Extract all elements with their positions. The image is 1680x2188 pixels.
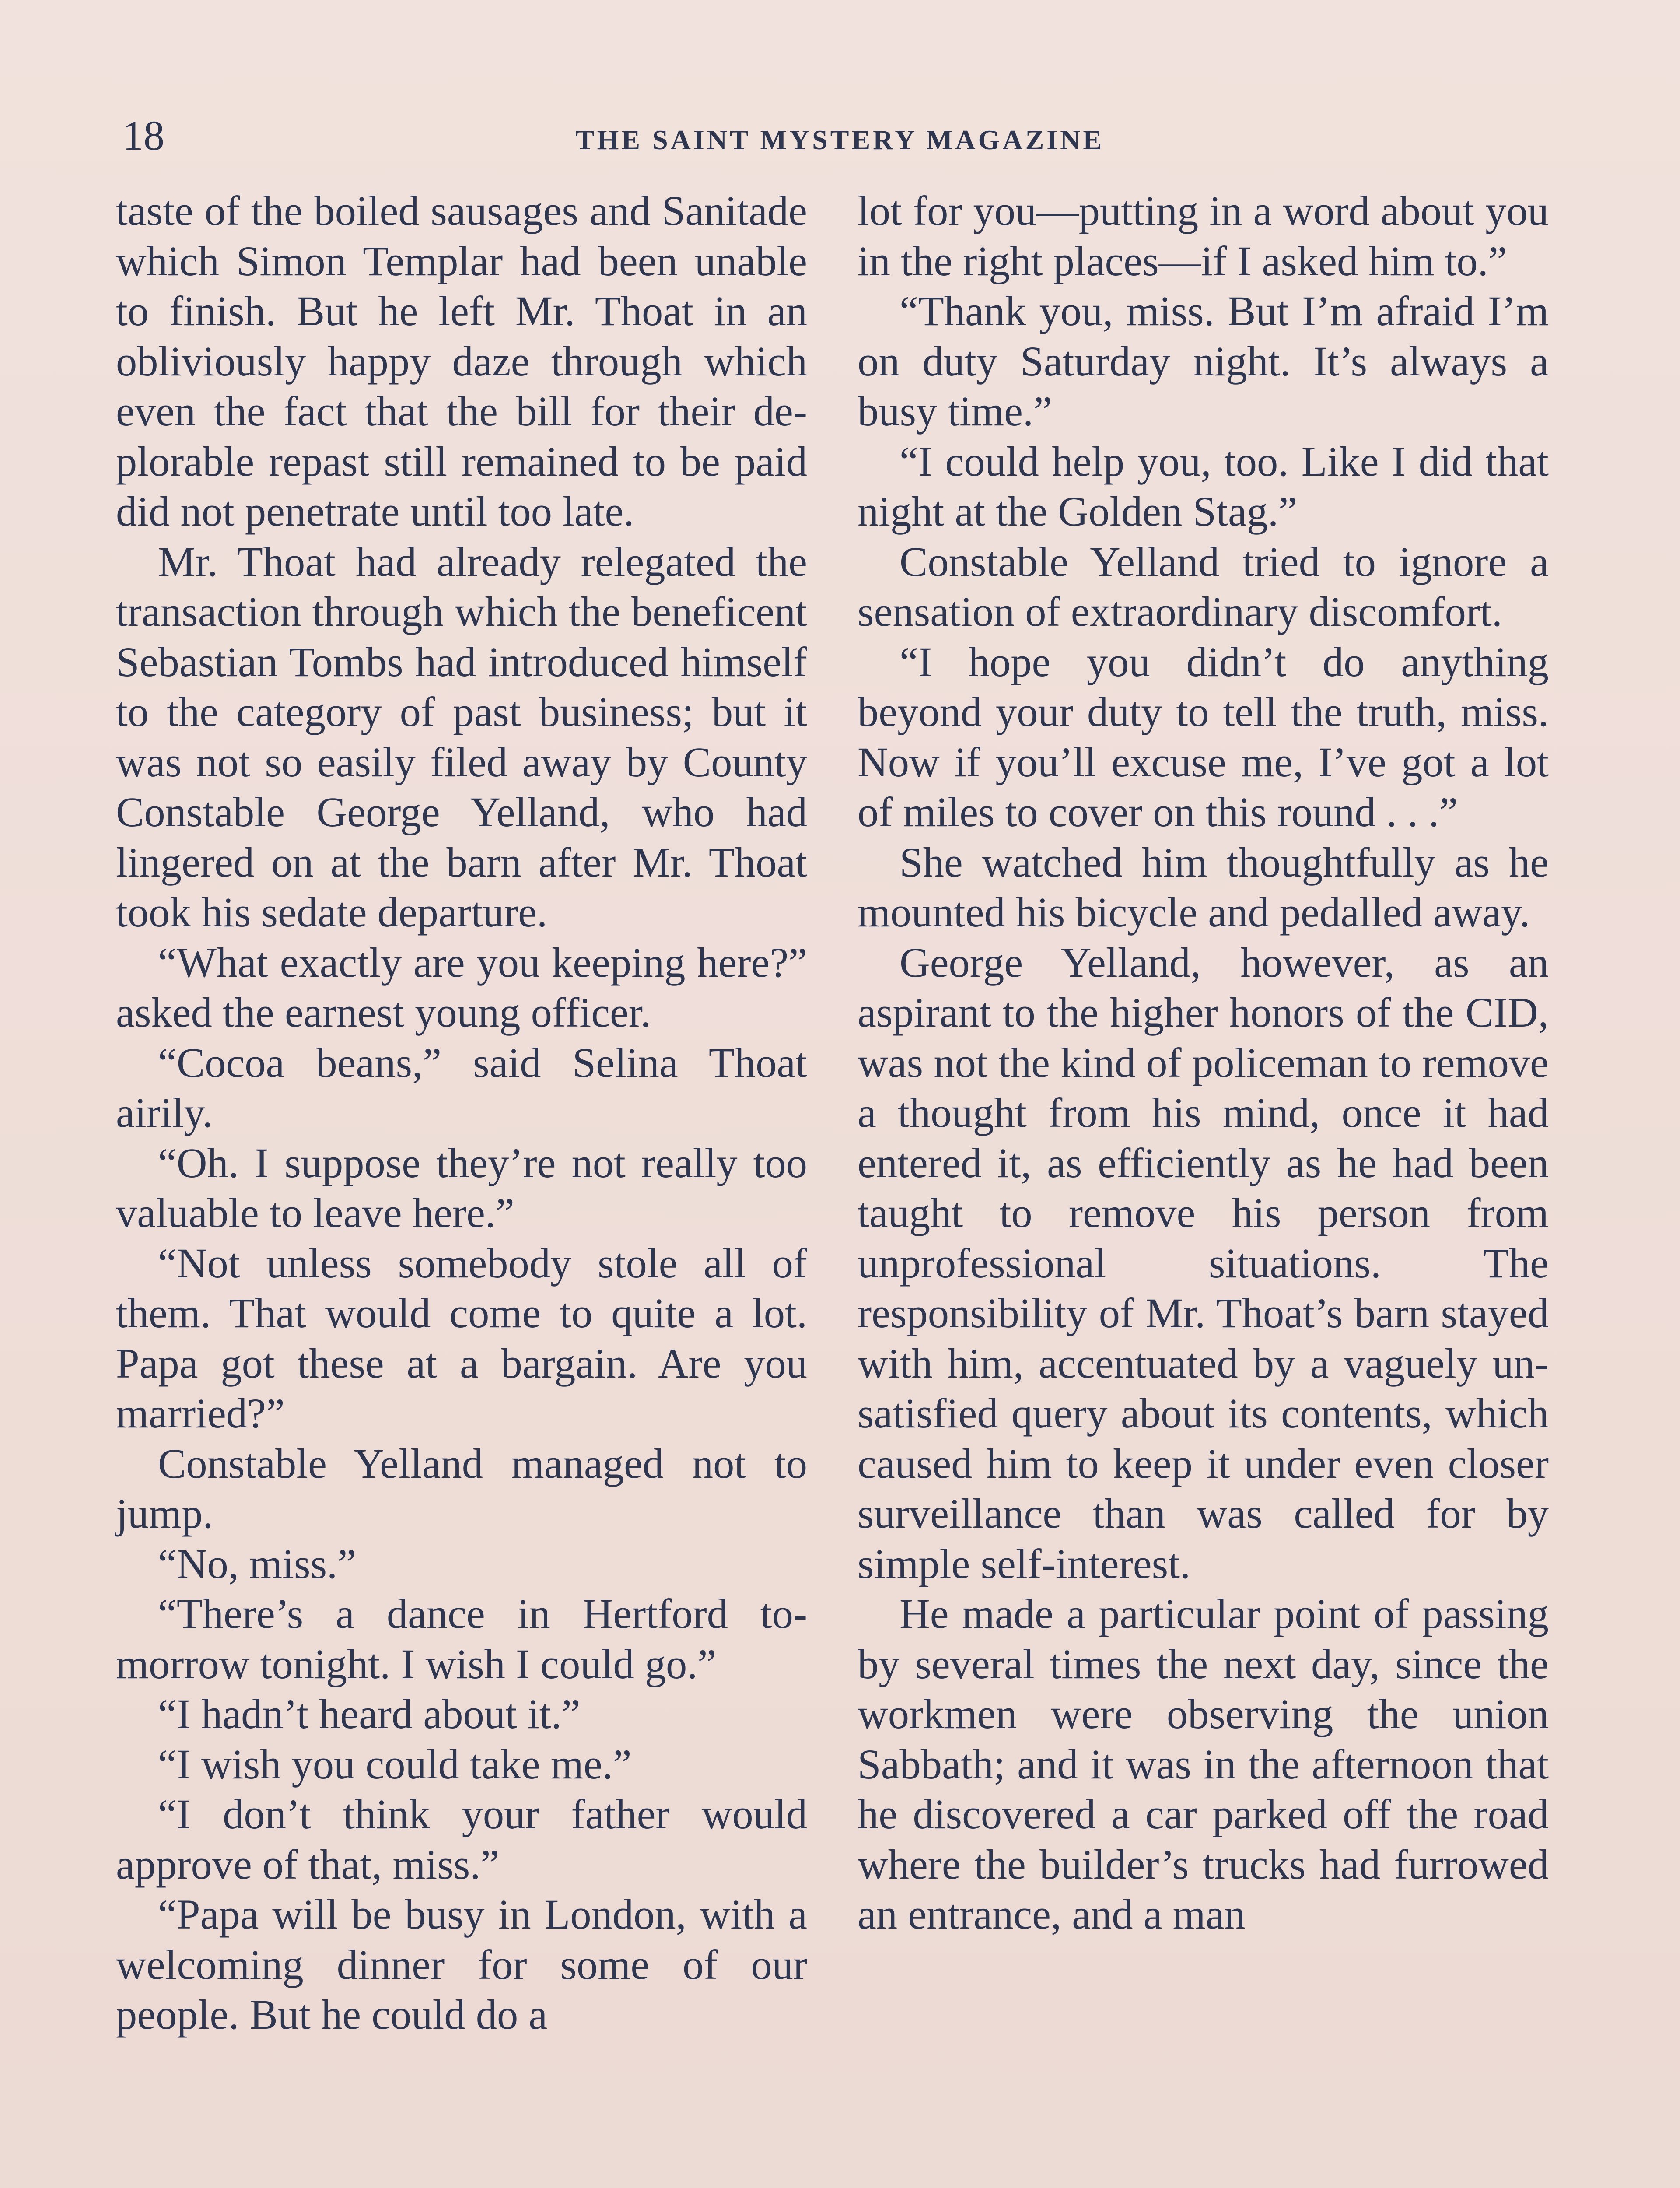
paragraph: “Papa will be busy in London, with a welcoming dinner for some of our people. But he could do a <box>116 1891 807 2038</box>
paragraph: “I could help you, too. Like I did that night at the Golden Stag.” <box>858 438 1549 535</box>
paragraph: “No, miss.” <box>158 1540 356 1587</box>
paragraph: “Thank you, miss. But I’m afraid I’m on duty Saturday night. It’s always a busy time.” <box>858 288 1549 435</box>
paragraph: She watched him thoughtfully as he mounted his bicycle and pedalled away. <box>858 838 1549 936</box>
paragraph: George Yelland, however, as an aspirant to the higher honors of the CID, was not the kind of policeman to remove a thought from his mind, once it had entered it, as efficiently as he had been taught to remove his person from unprofessional situations. The responsibility of Mr. Thoat’s barn stayed with him, accentuated by a vaguely unsatisfied query about its contents, which caused him to keep it under even closer surveillance than was called for by simple self-interest. <box>858 939 1549 1587</box>
paragraph: lot for you—putting in a word about you in the right places—if I asked him to.” <box>858 187 1549 284</box>
paragraph: “I hadn’t heard about it.” <box>158 1690 581 1737</box>
paragraph: “Cocoa beans,” said Selina Thoat airily. <box>116 1039 807 1136</box>
paragraph: “Not unless somebody stole all of them. That would come to quite a lot. Papa got these at a bargain. Are you married?” <box>116 1239 807 1437</box>
paragraph: “There’s a dance in Hertford tomorrow tonight. I wish I could go.” <box>116 1590 807 1687</box>
paragraph: “I don’t think your father would approve of that, miss.” <box>116 1791 807 1888</box>
paragraph: Constable Yelland managed not to jump. <box>116 1440 807 1537</box>
page-header <box>122 109 1558 162</box>
paragraph: taste of the boiled sausages and Sanitade which Simon Templar had been unable to finish. But he left Mr. Thoat in an obliviously happy daze through which even the fact that the bill for their deplorable repast still remained to be paid did not penetrate until too late. <box>116 187 807 535</box>
paragraph: Mr. Thoat had already relegated the transaction through which the beneficent Sebastian Tombs had introduced himself to the category of past business; but it was not so easily filed away by County Constable George Yelland, who had lingered on at the barn after Mr. Thoat took his sedate departure. <box>116 538 807 936</box>
paragraph: Constable Yelland tried to ignore a sensation of extraordinary discomfort. <box>858 538 1549 635</box>
paragraph: He made a particular point of passing by several times the next day, since the workmen were observing the union Sabbath; and it was in the afternoon that he discovered a car parked off the road where the builder’s trucks had furrowed an entrance, and a man <box>858 1590 1549 1938</box>
paragraph: “What exactly are you keeping here?” asked the earnest young officer. <box>116 939 807 1036</box>
left-text-column <box>116 186 807 2040</box>
running-head: THE SAINT MYSTERY MAGAZINE <box>575 124 1105 155</box>
right-text-column <box>858 186 1549 1940</box>
paragraph: “Oh. I suppose they’re not really too valuable to leave here.” <box>116 1139 807 1236</box>
paragraph: “I wish you could take me.” <box>158 1740 632 1788</box>
paragraph: “I hope you didn’t do anything beyond your duty to tell the truth, miss. Now if you’ll excuse me, I’ve got a lot of miles to cover on this round . . .” <box>858 638 1549 835</box>
page-number: 18 <box>122 112 164 159</box>
